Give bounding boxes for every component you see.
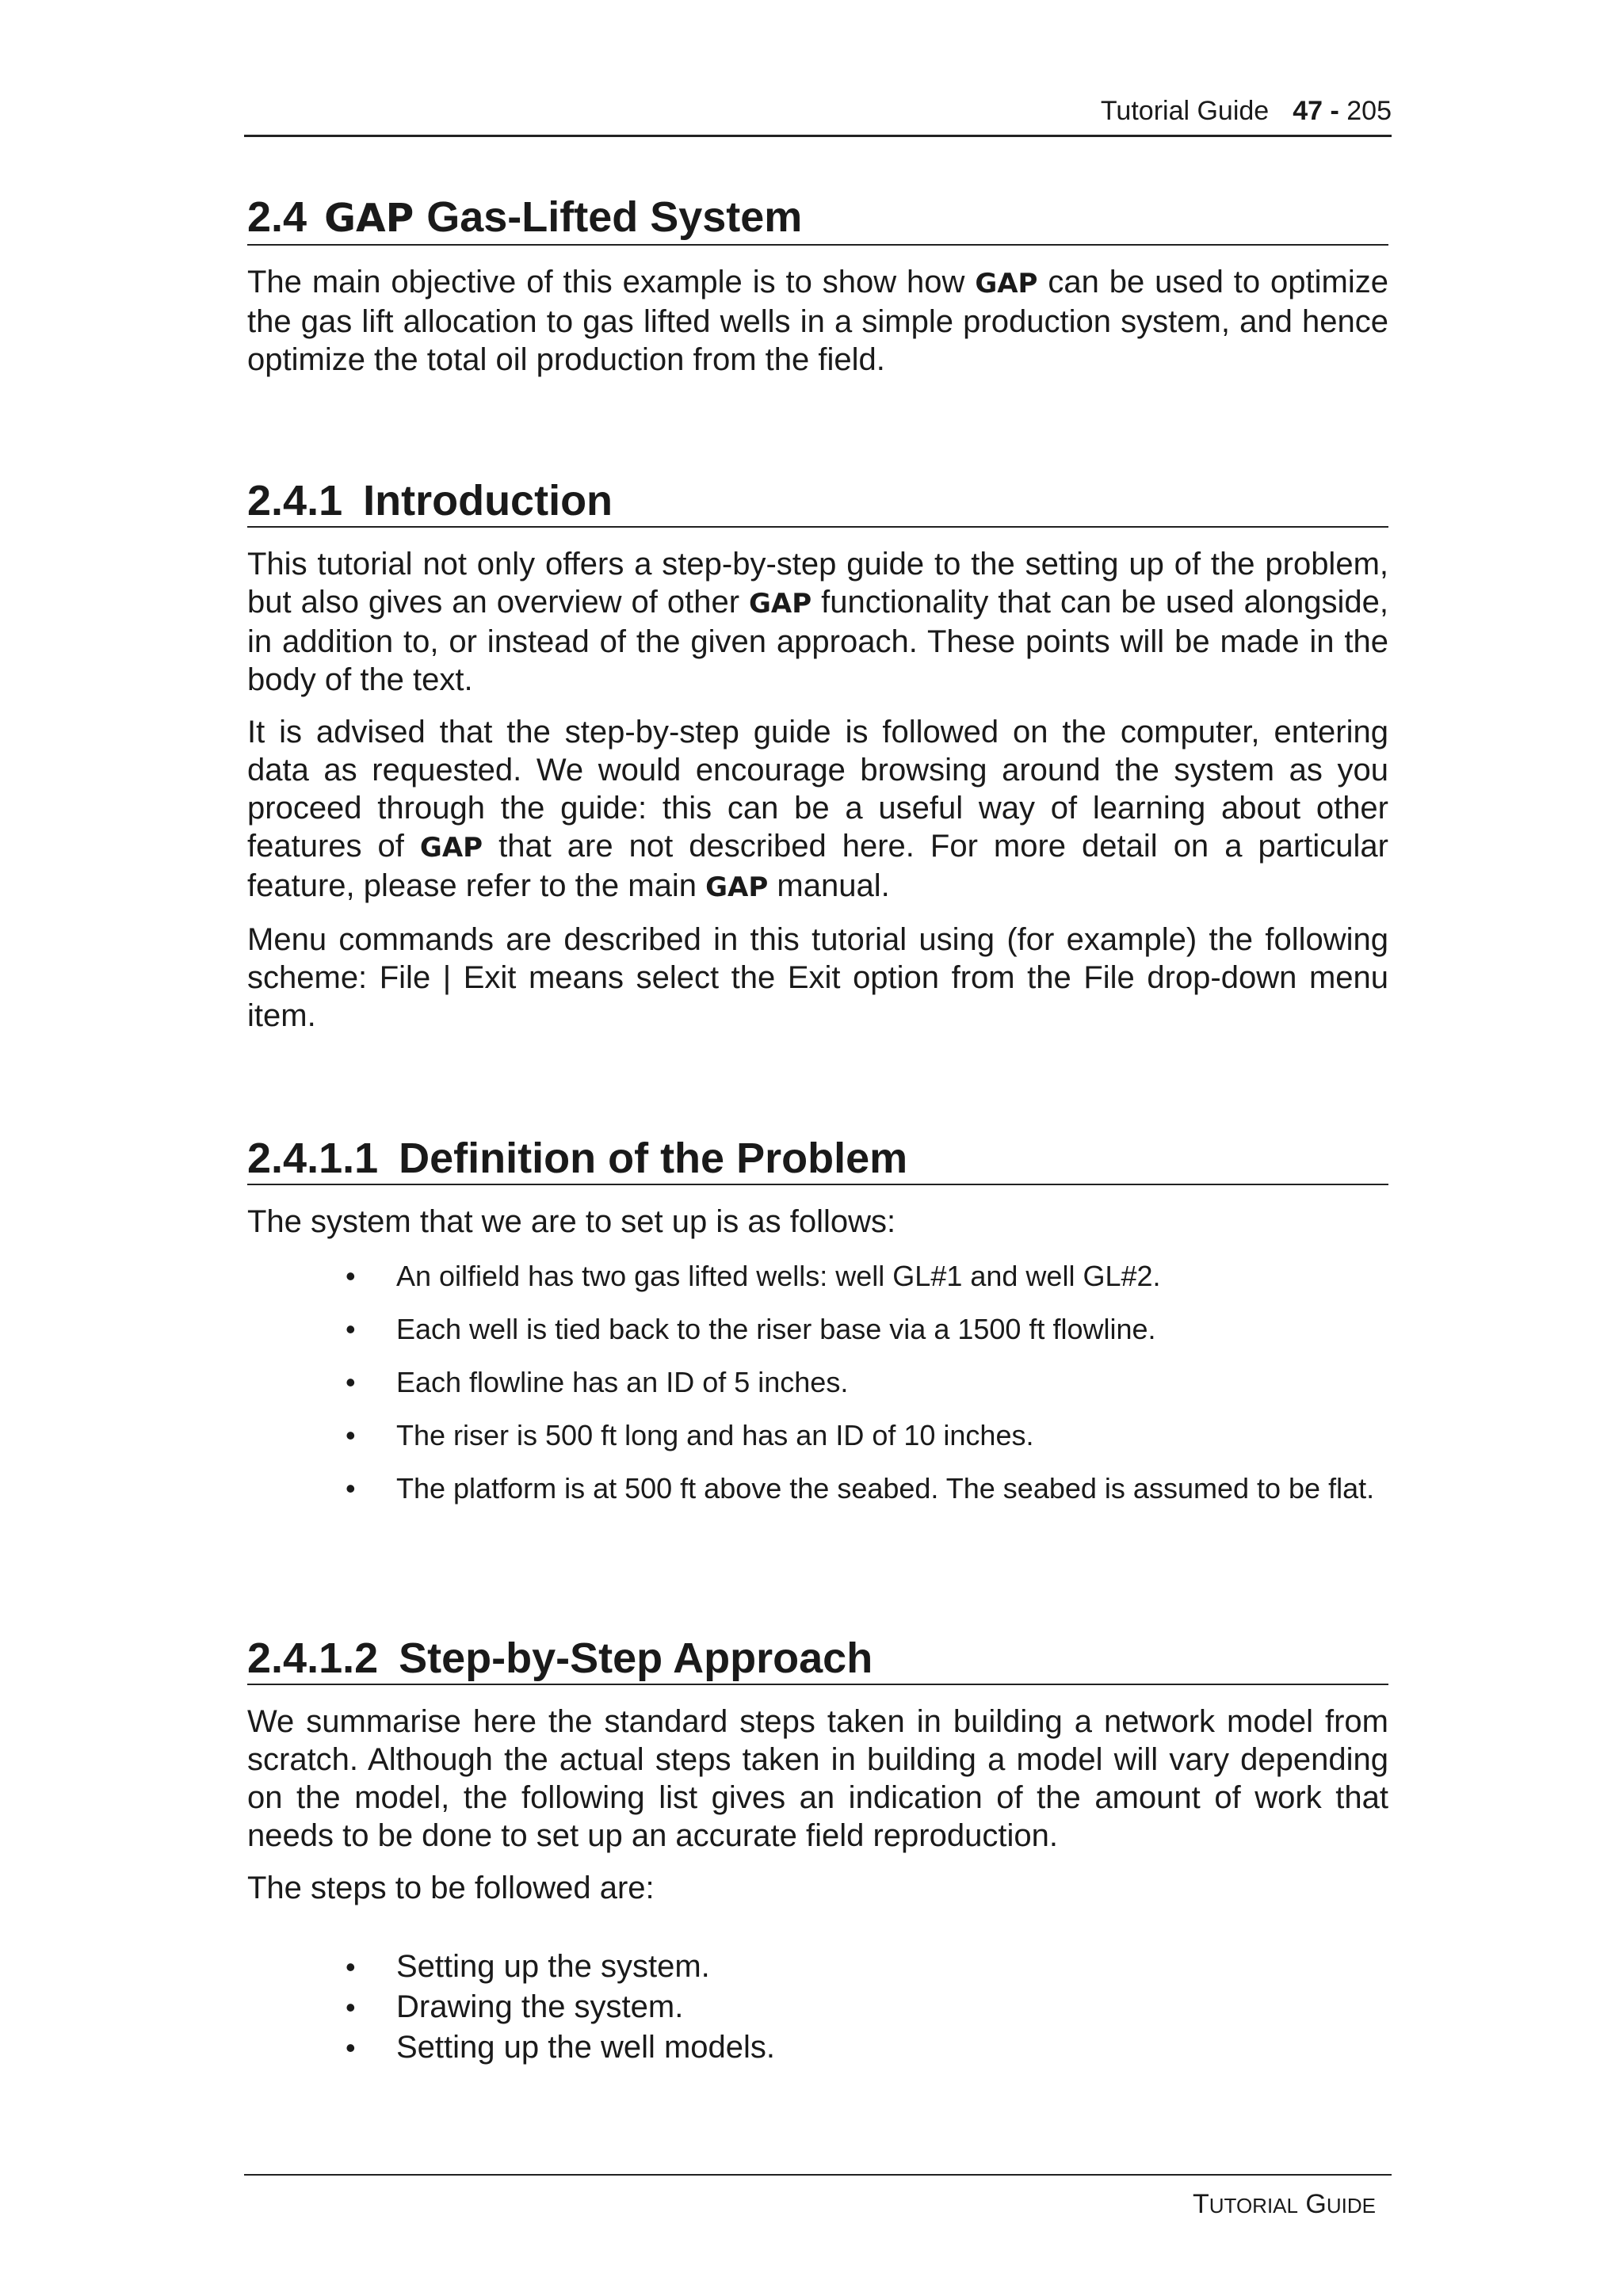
paragraph-steps-summary: We summarise here the standard steps taken in building a network model from scratch. Although the actual steps taken in building a model will vary depending on the model, the following list gives an indication of the amount of work that needs to be done to set up an accurate field reproduction. [247, 1704, 1388, 1853]
heading-2-4-1-2 [247, 1633, 1388, 1685]
list-item: • Setting up the system. [346, 1949, 710, 1984]
header-page-current: 47 - [1293, 96, 1339, 126]
list-item: • Each flowline has an ID of 5 inches. [346, 1366, 849, 1398]
heading-number: 2.4.1.2 [247, 1634, 379, 1682]
header-guide-label: Tutorial Guide [1100, 96, 1270, 126]
paragraph-intro-2: It is advised that the step-by-step guide is followed on the computer, entering data as requested. We would encourage browsing around the system as you proceed through the guide: this can be a useful way of learning about other features of GAP that are not described here. For more detail on a particular feature, please refer to the main GAP manual. [247, 715, 1388, 903]
list-item: • Setting up the well models. [346, 2030, 776, 2065]
heading-2-4 [247, 192, 1388, 246]
heading-title: Introduction [363, 477, 613, 524]
heading-title: Definition of the Problem [399, 1135, 908, 1182]
heading-2-4-1-1 [247, 1133, 1388, 1185]
paragraph-system-intro: The system that we are to set up is as follows: [247, 1204, 896, 1239]
footer-guide-label: TUTORIAL GUIDE [1192, 2189, 1376, 2219]
list-item: • Drawing the system. [346, 1989, 684, 2024]
heading-number: 2.4.1 [247, 477, 343, 524]
list-item: • Each well is tied back to the riser base via a 1500 ft flowline. [346, 1313, 1156, 1345]
paragraph-intro-1: This tutorial not only offers a step-by-step guide to the setting up of the problem, but also gives an overview of other GAP functionality that can be used alongside, in addition to, or instead of the given approach. These points will be made in the body of the text. [247, 547, 1388, 697]
header-page-total: 205 [1346, 96, 1392, 126]
heading-2-4-1 [247, 475, 1388, 528]
problem-bullet-list [247, 1258, 1388, 1507]
heading-gap-word: GAP [324, 196, 414, 241]
heading-number: 2.4 [247, 193, 307, 241]
page-content [247, 192, 1388, 2068]
paragraph-steps-intro: The steps to be followed are: [247, 1871, 655, 1905]
list-item: • The riser is 500 ft long and has an ID of 10 inches. [346, 1419, 1034, 1451]
heading-number: 2.4.1.1 [247, 1135, 379, 1182]
steps-bullet-list [247, 1947, 1388, 2068]
page-footer [244, 2174, 1392, 2222]
heading-title: Gas-Lifted System [426, 193, 803, 241]
list-item: • An oilfield has two gas lifted wells: well GL#1 and well GL#2. [346, 1260, 1161, 1292]
list-item: • The platform is at 500 ft above the seabed. The seabed is assumed to be flat. [346, 1472, 1375, 1505]
paragraph-objective: The main objective of this example is to show how GAP can be used to optimize the gas lift allocation to gas lifted wells in a simple production system, and hence optimize the total oil production from the field. [247, 265, 1388, 377]
heading-title: Step-by-Step Approach [399, 1634, 873, 1682]
page-header [244, 95, 1392, 137]
paragraph-intro-3: Menu commands are described in this tutorial using (for example) the following scheme: File | Exit means select the Exit option from the File drop-down menu item. [247, 922, 1388, 1033]
